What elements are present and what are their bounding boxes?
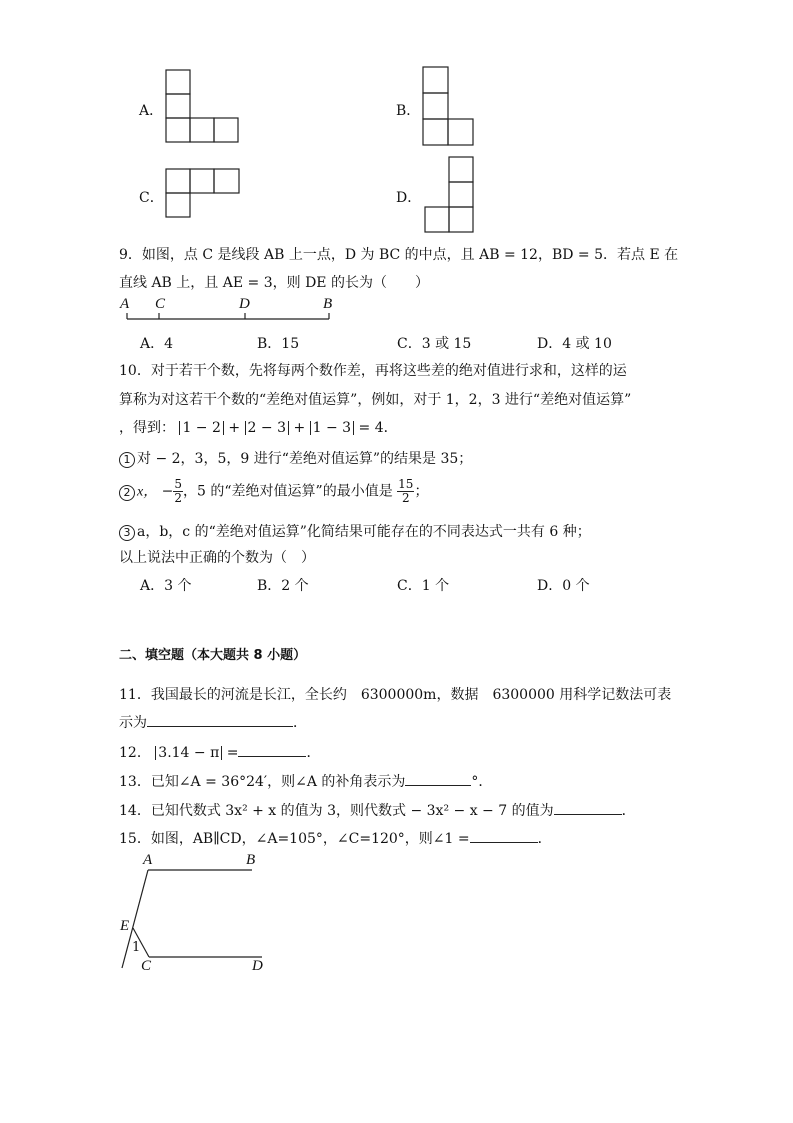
- q10-s2-frac1-den: 2: [174, 491, 183, 505]
- q10-abs-1: 1 − 2: [179, 421, 223, 435]
- q10-option-d[interactable]: D．0 个: [537, 578, 590, 594]
- q10-option-c[interactable]: C．1 个: [397, 578, 450, 594]
- q8-option-a-label[interactable]: A．: [139, 103, 164, 119]
- q10-plus-1: +: [228, 420, 241, 436]
- q9-label-a: A: [120, 296, 130, 312]
- q14-suffix: ．: [621, 803, 636, 819]
- q9-text-line1: 9．如图，点 C 是线段 AB 上一点，D 为 BC 的中点，且 AB = 12，BD = 5．若点 E 在: [119, 247, 679, 263]
- q8-option-d-label[interactable]: D．: [396, 190, 422, 206]
- q15-label-b: B: [246, 852, 256, 868]
- q15-label-c: C: [141, 958, 152, 974]
- q10-equals: = 4．: [358, 420, 398, 436]
- q15-prefix: 15．如图，AB∥CD，∠A=105°，∠C=120°，则∠1 =: [119, 831, 470, 847]
- q9-option-b[interactable]: B．15: [257, 336, 300, 352]
- q8-option-c-label[interactable]: C．: [139, 190, 164, 206]
- q10-option-a[interactable]: A．3 个: [140, 578, 192, 594]
- q15-label-a: A: [143, 852, 153, 868]
- q12-equals: =: [226, 745, 239, 761]
- q10-text-line1: 10．对于若干个数，先将每两个数作差，再将这些差的绝对值进行求和，这样的运: [119, 363, 627, 379]
- q10-s2-mid: ，5 的“差绝对值运算”的最小值是: [183, 483, 393, 500]
- q11-line2-prefix: 示为: [119, 715, 147, 731]
- q8-option-b-label[interactable]: B．: [396, 103, 421, 119]
- q9-label-c: C: [155, 296, 166, 312]
- q15-label-d: D: [252, 958, 263, 974]
- q9-option-c[interactable]: C．3 或 15: [397, 336, 472, 352]
- q10-s2-frac1-num: 5: [174, 477, 183, 491]
- q10-abs-2: 2 − 3: [245, 421, 289, 435]
- q15-label-angle-1: 1: [132, 940, 141, 955]
- circled-1-icon: 1: [119, 452, 135, 468]
- q10-s2-neg: −: [161, 483, 174, 500]
- q11-line2-suffix: ．: [293, 715, 307, 731]
- q9-option-d[interactable]: D．4 或 10: [537, 336, 612, 352]
- q9-option-a[interactable]: A．4: [140, 336, 174, 352]
- q9-text-line2: 直线 AB 上，且 AE = 3，则 DE 的长为（ ）: [119, 275, 429, 291]
- q10-s2-prefix: x，: [137, 484, 158, 500]
- q10-line3-prefix: ，得到：: [119, 420, 175, 436]
- q10-plus-2: +: [293, 420, 306, 436]
- q15-suffix: ．: [537, 831, 552, 847]
- q10-abs-3: 1 − 3: [310, 421, 354, 435]
- q12-prefix: 12．: [119, 745, 151, 761]
- q13-suffix: °．: [471, 774, 493, 790]
- q13-prefix: 13．已知∠A = 36°24′，则∠A 的补角表示为: [119, 774, 406, 790]
- q9-label-d: D: [239, 296, 250, 312]
- q10-text-line2: 算称为对这若干个数的“差绝对值运算”，例如，对于 1，2，3 进行“差绝对值运算”: [119, 392, 632, 408]
- q10-s3-text: a，b，c 的“差绝对值运算”化简结果可能存在的不同表达式一共有 6 种；: [137, 524, 591, 540]
- q10-s2-frac2-num: 15: [398, 477, 414, 491]
- q10-s2-frac2-den: 2: [401, 491, 410, 505]
- q10-s1-text: 对 − 2，3，5，9 进行“差绝对值运算”的结果是 35；: [137, 451, 473, 467]
- q10-option-b[interactable]: B．2 个: [257, 578, 309, 594]
- circled-2-icon: 2: [119, 485, 135, 501]
- section-2-title: 二、填空题（本大题共 8 小题）: [119, 648, 307, 663]
- q9-label-b: B: [323, 296, 333, 312]
- q15-label-e: E: [120, 918, 130, 934]
- q12-suffix: ．: [306, 745, 321, 761]
- circled-3-icon: 3: [119, 525, 135, 541]
- q12-abs: 3.14 − π: [155, 746, 222, 760]
- q11-text-line1: 11．我国最长的河流是长江，全长约 6300000m，数据 6300000 用科学记数法可表: [119, 687, 672, 703]
- q10-s2-end: ；: [414, 483, 429, 500]
- q10-conclusion: 以上说法中正确的个数为（ ）: [119, 550, 315, 566]
- q14-prefix: 14．已知代数式 3x² + x 的值为 3，则代数式 − 3x² − x − 7 的值为: [119, 803, 554, 819]
